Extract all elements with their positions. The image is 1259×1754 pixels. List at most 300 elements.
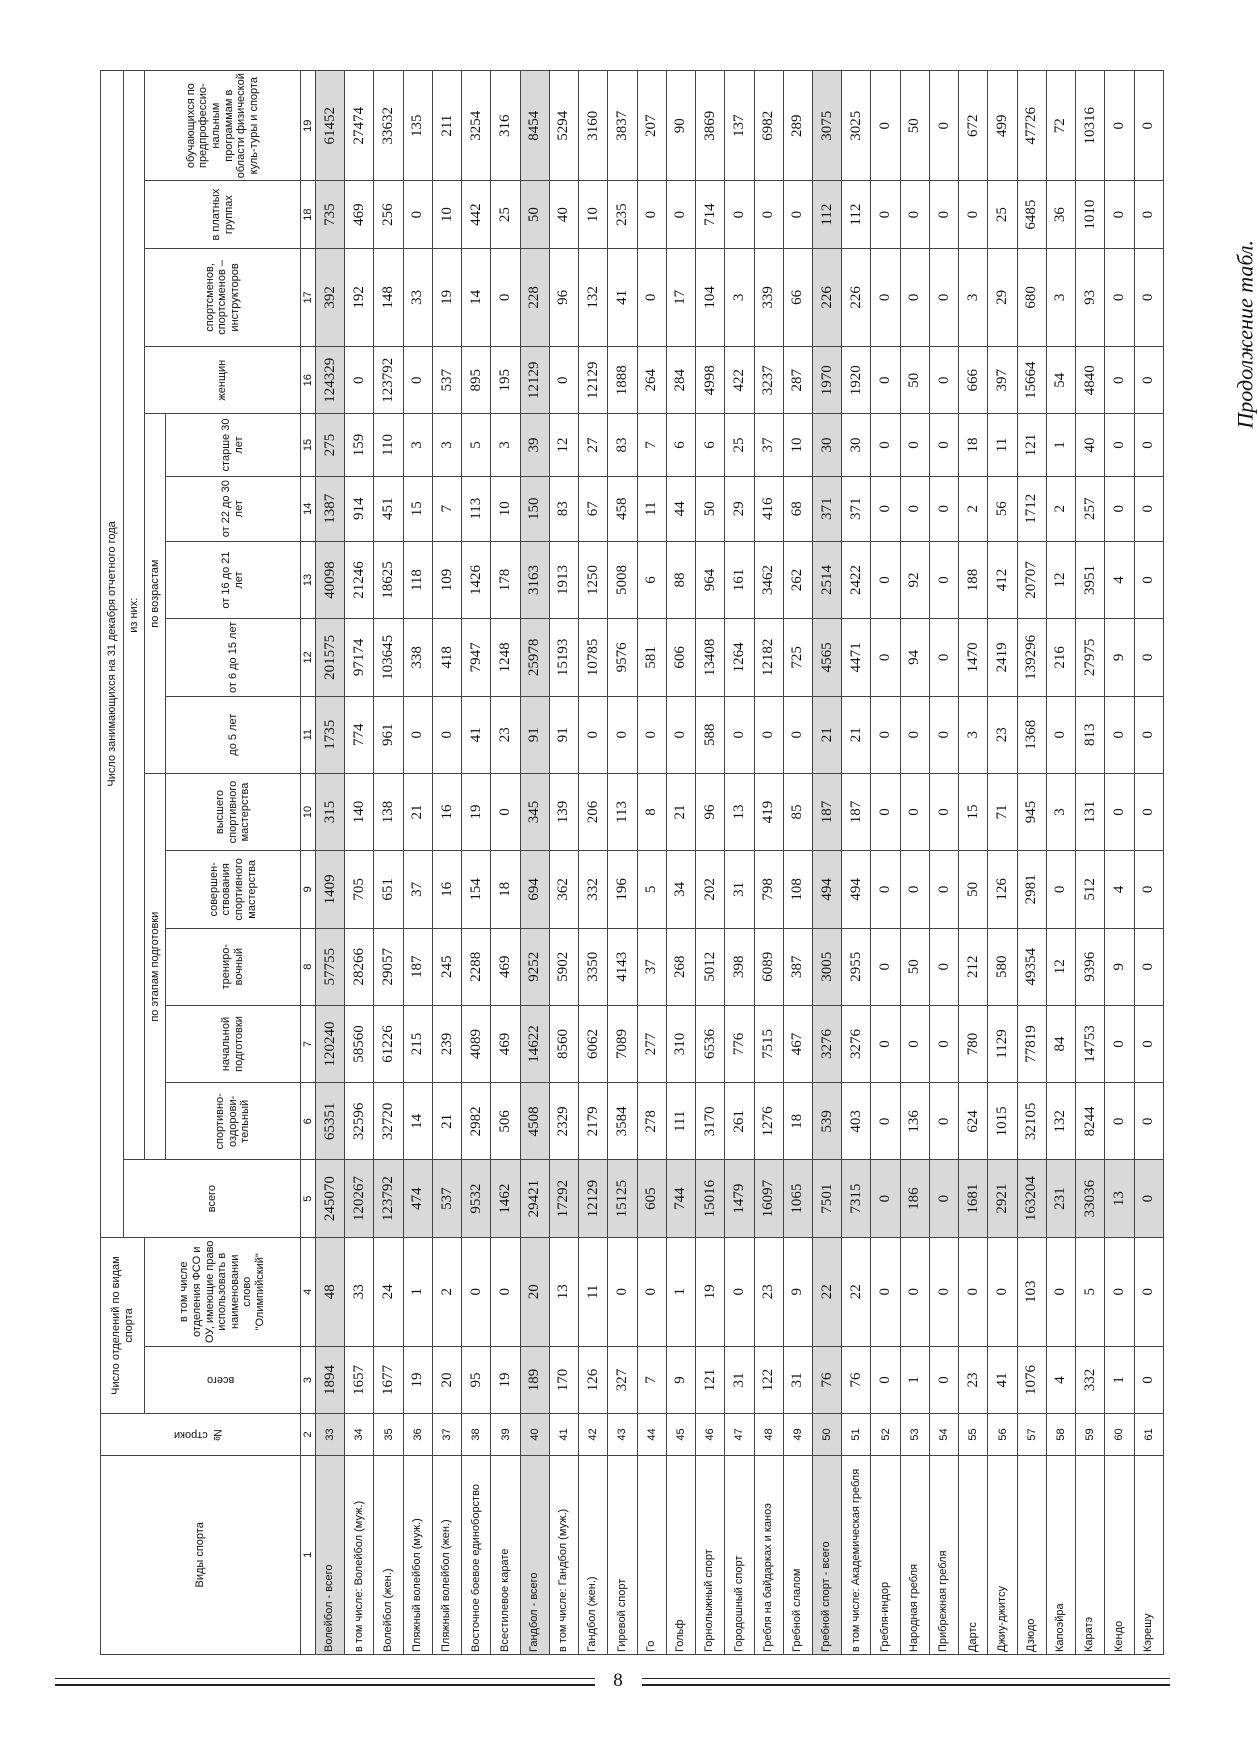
sport-name: Гандбол - всего (520, 1455, 549, 1654)
table-cell: 126 (988, 851, 1017, 928)
table-cell: 0 (1134, 1160, 1163, 1237)
table-cell: 29057 (374, 928, 403, 1005)
table-cell: 9 (1105, 619, 1134, 696)
table-cell: 12129 (520, 346, 549, 414)
table-cell: 0 (871, 414, 900, 476)
column-number: 19 (301, 71, 316, 181)
table-cell: 9532 (462, 1160, 491, 1237)
sport-name: Капоэйра (1046, 1455, 1075, 1654)
column-number: 13 (301, 541, 316, 618)
table-row (696, 71, 725, 1655)
line-number: 52 (871, 1414, 900, 1455)
table-cell: 0 (637, 1237, 666, 1346)
table-cell: 5 (637, 851, 666, 928)
table-cell: 6 (666, 414, 695, 476)
table-cell: 19 (403, 1346, 432, 1414)
table-cell: 3462 (754, 541, 783, 618)
table-cell: 3237 (754, 346, 783, 414)
table-cell: 32105 (1017, 1083, 1046, 1160)
table-cell: 15 (959, 773, 988, 850)
table-cell: 332 (1076, 1346, 1105, 1414)
table-cell: 0 (929, 1160, 958, 1237)
table-cell: 18 (783, 1083, 812, 1160)
table-cell: 3 (491, 414, 520, 476)
table-cell: 4840 (1076, 346, 1105, 414)
table-cell: 0 (432, 696, 461, 773)
table-cell: 13 (549, 1237, 578, 1346)
table-cell: 50 (696, 476, 725, 541)
table-cell: 0 (959, 1237, 988, 1346)
sport-name: Го (637, 1455, 666, 1654)
table-cell: 11 (579, 1237, 608, 1346)
table-cell: 12182 (754, 619, 783, 696)
table-cell: 0 (871, 1237, 900, 1346)
table-cell: 0 (1105, 1005, 1134, 1082)
table-cell: 0 (637, 181, 666, 249)
table-cell: 150 (520, 476, 549, 541)
table-cell: 0 (462, 1237, 491, 1346)
table-cell: 338 (403, 619, 432, 696)
table-cell: 0 (871, 619, 900, 696)
table-cell: 1 (900, 1346, 929, 1414)
table-cell: 1387 (316, 476, 345, 541)
sport-name: Народная гребля (900, 1455, 929, 1654)
table-cell: 0 (403, 181, 432, 249)
table-row (725, 71, 754, 1655)
table-cell: 284 (666, 346, 695, 414)
table-cell: 0 (579, 696, 608, 773)
table-cell: 11 (988, 414, 1017, 476)
line-number: 33 (316, 1414, 345, 1455)
table-cell: 0 (871, 1083, 900, 1160)
header-sport: Виды спорта (101, 1455, 301, 1654)
table-cell: 0 (900, 696, 929, 773)
table-cell: 9396 (1076, 928, 1105, 1005)
table-cell: 725 (783, 619, 812, 696)
sport-name: Гребной слалом (783, 1455, 812, 1654)
table-cell: 132 (1046, 1083, 1075, 1160)
sport-name: Гандбол (жен.) (579, 1455, 608, 1654)
table-row (842, 71, 871, 1655)
table-row (1105, 71, 1134, 1655)
table-cell: 694 (520, 851, 549, 928)
table-cell: 0 (929, 928, 958, 1005)
table-cell: 31 (783, 1346, 812, 1414)
table-cell: 8244 (1076, 1083, 1105, 1160)
table-row (491, 71, 520, 1655)
table-cell: 95 (462, 1346, 491, 1414)
table-cell: 206 (579, 773, 608, 850)
sport-name: Пляжный волейбол (муж.) (403, 1455, 432, 1654)
column-number: 12 (301, 619, 316, 696)
line-number: 38 (462, 1414, 491, 1455)
column-number: 9 (301, 851, 316, 928)
table-cell: 3 (1046, 773, 1075, 850)
table-cell: 0 (783, 181, 812, 249)
table-cell: 0 (900, 414, 929, 476)
table-cell: 14 (462, 248, 491, 346)
line-number: 61 (1134, 1414, 1163, 1455)
table-cell: 97174 (345, 619, 374, 696)
table-cell: 7 (432, 476, 461, 541)
column-number: 10 (301, 773, 316, 850)
table-cell: 3025 (842, 71, 871, 181)
table-cell: 624 (959, 1083, 988, 1160)
table-cell: 40098 (316, 541, 345, 618)
table-cell: 56 (988, 476, 1017, 541)
table-cell: 19 (491, 1346, 520, 1414)
table-cell: 140 (345, 773, 374, 850)
table-cell: 0 (1105, 476, 1134, 541)
table-cell: 1129 (988, 1005, 1017, 1082)
table-cell: 111 (666, 1083, 695, 1160)
table-cell: 161 (725, 541, 754, 618)
column-number: 5 (301, 1160, 316, 1237)
table-cell: 813 (1076, 696, 1105, 773)
table-cell: 88 (666, 541, 695, 618)
table-cell: 0 (608, 696, 637, 773)
table-cell: 72 (1046, 71, 1075, 181)
table-cell: 228 (520, 248, 549, 346)
table-cell: 945 (1017, 773, 1046, 850)
table-row (1046, 71, 1075, 1655)
table-row (754, 71, 783, 1655)
table-cell: 0 (491, 248, 520, 346)
sport-name: Горнолыжный спорт (696, 1455, 725, 1654)
table-cell: 15193 (549, 619, 578, 696)
header-preprof: обучающихся по предпрофессио-нальным программам в области физической куль-туры и спорта (145, 71, 301, 181)
table-cell: 29421 (520, 1160, 549, 1237)
table-cell: 403 (842, 1083, 871, 1160)
table-cell: 539 (812, 1083, 841, 1160)
table-cell: 1368 (1017, 696, 1046, 773)
table-cell: 0 (900, 181, 929, 249)
table-cell: 202 (696, 851, 725, 928)
table-cell: 29 (988, 248, 1017, 346)
sport-name: Гольф (666, 1455, 695, 1654)
table-cell: 83 (549, 476, 578, 541)
table-cell: 0 (1134, 1237, 1163, 1346)
sport-name: Пляжный волейбол (жен.) (432, 1455, 461, 1654)
table-cell: 37 (754, 414, 783, 476)
table-cell: 33 (345, 1237, 374, 1346)
table-cell: 25 (725, 414, 754, 476)
table-cell: 212 (959, 928, 988, 1005)
table-cell: 1894 (316, 1346, 345, 1414)
table-cell: 1010 (1076, 181, 1105, 249)
table-cell: 7089 (608, 1005, 637, 1082)
column-number: 1 (301, 1455, 316, 1654)
table-cell: 5012 (696, 928, 725, 1005)
sport-name: Дартс (959, 1455, 988, 1654)
table-cell: 0 (1134, 1346, 1163, 1414)
table-cell: 15016 (696, 1160, 725, 1237)
table-cell: 41 (988, 1346, 1017, 1414)
line-number: 39 (491, 1414, 520, 1455)
table-cell: 316 (491, 71, 520, 181)
table-cell: 110 (374, 414, 403, 476)
table-cell: 0 (1134, 773, 1163, 850)
table-cell: 371 (842, 476, 871, 541)
table-cell: 123792 (374, 1160, 403, 1237)
table-cell: 0 (637, 248, 666, 346)
table-cell: 9 (1105, 928, 1134, 1005)
table-cell: 131 (1076, 773, 1105, 850)
header-age-6-15: от 6 до 15 лет (166, 619, 301, 696)
table-cell: 68 (783, 476, 812, 541)
table-cell: 137 (725, 71, 754, 181)
table-cell: 422 (725, 346, 754, 414)
table-cell: 0 (929, 248, 958, 346)
table-cell: 207 (637, 71, 666, 181)
table-cell: 13 (1105, 1160, 1134, 1237)
table-row (549, 71, 578, 1655)
table-cell: 3 (432, 414, 461, 476)
table-cell: 1276 (754, 1083, 783, 1160)
table-cell: 451 (374, 476, 403, 541)
table-cell: 0 (871, 1346, 900, 1414)
table-cell: 0 (1134, 619, 1163, 696)
sport-name: Восточное боевое единоборство (462, 1455, 491, 1654)
page-number: 8 (613, 1670, 623, 1691)
table-cell: 4471 (842, 619, 871, 696)
table-cell: 3276 (842, 1005, 871, 1082)
column-number: 16 (301, 346, 316, 414)
table-cell: 6062 (579, 1005, 608, 1082)
table-cell: 332 (579, 851, 608, 928)
table-cell: 235 (608, 181, 637, 249)
table-cell: 37 (637, 928, 666, 1005)
table-cell: 15664 (1017, 346, 1046, 414)
table-cell: 2982 (462, 1083, 491, 1160)
table-cell: 10 (783, 414, 812, 476)
table-cell: 0 (929, 346, 958, 414)
line-number: 56 (988, 1414, 1017, 1455)
table-row (374, 71, 403, 1655)
table-cell: 112 (812, 181, 841, 249)
table-cell: 0 (871, 1160, 900, 1237)
table-cell: 0 (1105, 696, 1134, 773)
table-cell: 187 (403, 928, 432, 1005)
table-cell: 277 (637, 1005, 666, 1082)
table-cell: 9 (783, 1237, 812, 1346)
line-number: 42 (579, 1414, 608, 1455)
table-cell: 20707 (1017, 541, 1046, 618)
table-cell: 458 (608, 476, 637, 541)
table-cell: 3170 (696, 1083, 725, 1160)
line-number: 54 (929, 1414, 958, 1455)
table-cell: 0 (1134, 696, 1163, 773)
table-cell: 10 (579, 181, 608, 249)
table-cell: 261 (725, 1083, 754, 1160)
header-by-stage: по этапам подготовки (145, 773, 166, 1160)
table-cell: 339 (754, 248, 783, 346)
table-cell: 262 (783, 541, 812, 618)
table-cell: 5 (1076, 1237, 1105, 1346)
table-cell: 371 (812, 476, 841, 541)
table-cell: 14 (403, 1083, 432, 1160)
column-number: 8 (301, 928, 316, 1005)
line-number: 49 (783, 1414, 812, 1455)
table-cell: 50 (959, 851, 988, 928)
table-cell: 3 (403, 414, 432, 476)
table-cell: 914 (345, 476, 374, 541)
table-cell: 10785 (579, 619, 608, 696)
column-number: 7 (301, 1005, 316, 1082)
table-cell: 1712 (1017, 476, 1046, 541)
table-cell: 85 (783, 773, 812, 850)
table-cell: 0 (1105, 181, 1134, 249)
table-cell: 139296 (1017, 619, 1046, 696)
table-cell: 7 (637, 414, 666, 476)
table-cell: 0 (666, 696, 695, 773)
table-cell: 32596 (345, 1083, 374, 1160)
table-cell: 0 (900, 1005, 929, 1082)
table-cell: 392 (316, 248, 345, 346)
table-cell: 90 (666, 71, 695, 181)
header-stage-training: трениро-вочный (166, 928, 301, 1005)
line-number: 60 (1105, 1414, 1134, 1455)
table-cell: 7315 (842, 1160, 871, 1237)
table-cell: 49354 (1017, 928, 1046, 1005)
table-cell: 22 (812, 1237, 841, 1346)
header-line-no: № строки (101, 1414, 301, 1455)
table-cell: 1970 (812, 346, 841, 414)
table-cell: 30 (842, 414, 871, 476)
table-cell: 0 (754, 181, 783, 249)
table-cell: 1479 (725, 1160, 754, 1237)
sport-name: Гребля-индор (871, 1455, 900, 1654)
table-cell: 3254 (462, 71, 491, 181)
table-cell: 2 (1046, 476, 1075, 541)
table-cell: 6982 (754, 71, 783, 181)
table-cell: 122 (754, 1346, 783, 1414)
table-cell: 735 (316, 181, 345, 249)
table-cell: 21 (666, 773, 695, 850)
table-cell: 113 (608, 773, 637, 850)
table-row (1134, 71, 1163, 1655)
header-total: всего (124, 1160, 301, 1237)
table-cell: 0 (1134, 71, 1163, 181)
sport-name: в том числе: Академическая гребля (842, 1455, 871, 1654)
table-cell: 40 (549, 181, 578, 249)
table-cell: 0 (871, 541, 900, 618)
table-cell: 27975 (1076, 619, 1105, 696)
table-cell: 0 (1134, 181, 1163, 249)
table-cell: 494 (842, 851, 871, 928)
table-cell: 1409 (316, 851, 345, 928)
table-cell: 91 (520, 696, 549, 773)
table-cell: 33632 (374, 71, 403, 181)
table-cell: 537 (432, 1160, 461, 1237)
table-cell: 0 (929, 71, 958, 181)
table-cell: 2981 (1017, 851, 1046, 928)
table-cell: 0 (1134, 851, 1163, 928)
table-cell: 0 (929, 773, 958, 850)
table-cell: 76 (842, 1346, 871, 1414)
table-cell: 0 (988, 1237, 1017, 1346)
table-cell: 23 (988, 696, 1017, 773)
table-cell: 10316 (1076, 71, 1105, 181)
table-cell: 1462 (491, 1160, 520, 1237)
table-cell: 3160 (579, 71, 608, 181)
line-number: 43 (608, 1414, 637, 1455)
column-number: 4 (301, 1237, 316, 1346)
table-row (929, 71, 958, 1655)
table-cell: 0 (1134, 541, 1163, 618)
table-cell: 120267 (345, 1160, 374, 1237)
table-cell: 17292 (549, 1160, 578, 1237)
line-number: 36 (403, 1414, 432, 1455)
table-cell: 58560 (345, 1005, 374, 1082)
table-cell: 13 (725, 773, 754, 850)
table-cell: 264 (637, 346, 666, 414)
table-row (871, 71, 900, 1655)
table-cell: 774 (345, 696, 374, 773)
table-cell: 91 (549, 696, 578, 773)
table-cell: 18625 (374, 541, 403, 618)
rotated-table-wrapper (100, 70, 1164, 1655)
table-cell: 24 (374, 1237, 403, 1346)
table-cell: 4 (1046, 1346, 1075, 1414)
table-cell: 257 (1076, 476, 1105, 541)
table-cell: 0 (929, 414, 958, 476)
line-number: 46 (696, 1414, 725, 1455)
table-cell: 2955 (842, 928, 871, 1005)
table-cell: 256 (374, 181, 403, 249)
table-cell: 93 (1076, 248, 1105, 346)
table-cell: 310 (666, 1005, 695, 1082)
table-cell: 138 (374, 773, 403, 850)
table-cell: 0 (871, 851, 900, 928)
table-cell: 494 (812, 851, 841, 928)
table-cell: 8560 (549, 1005, 578, 1082)
table-cell: 1 (403, 1237, 432, 1346)
table-cell: 21 (432, 1083, 461, 1160)
header-athletes: спортсменов, спортсменов – инструкторов (145, 248, 301, 346)
table-cell: 0 (929, 1083, 958, 1160)
table-cell: 1248 (491, 619, 520, 696)
table-cell: 108 (783, 851, 812, 928)
table-cell: 12 (1046, 541, 1075, 618)
table-cell: 0 (929, 1237, 958, 1346)
line-number: 35 (374, 1414, 403, 1455)
table-cell: 94 (900, 619, 929, 696)
table-cell: 12 (549, 414, 578, 476)
sport-name: Волейбол - всего (316, 1455, 345, 1654)
column-number: 11 (301, 696, 316, 773)
table-row (403, 71, 432, 1655)
table-cell: 9 (666, 1346, 695, 1414)
table-cell: 469 (345, 181, 374, 249)
table-cell: 469 (491, 928, 520, 1005)
table-cell: 0 (725, 696, 754, 773)
table-cell: 47726 (1017, 71, 1046, 181)
table-cell: 239 (432, 1005, 461, 1082)
table-cell: 126 (579, 1346, 608, 1414)
table-cell: 714 (696, 181, 725, 249)
table-cell: 3276 (812, 1005, 841, 1082)
line-number: 47 (725, 1414, 754, 1455)
table-cell: 3 (1046, 248, 1075, 346)
table-cell: 136 (900, 1083, 929, 1160)
table-cell: 1657 (345, 1346, 374, 1414)
table-cell: 20 (520, 1237, 549, 1346)
table-cell: 187 (812, 773, 841, 850)
table-cell: 30 (812, 414, 841, 476)
table-cell: 5008 (608, 541, 637, 618)
table-cell: 21 (403, 773, 432, 850)
